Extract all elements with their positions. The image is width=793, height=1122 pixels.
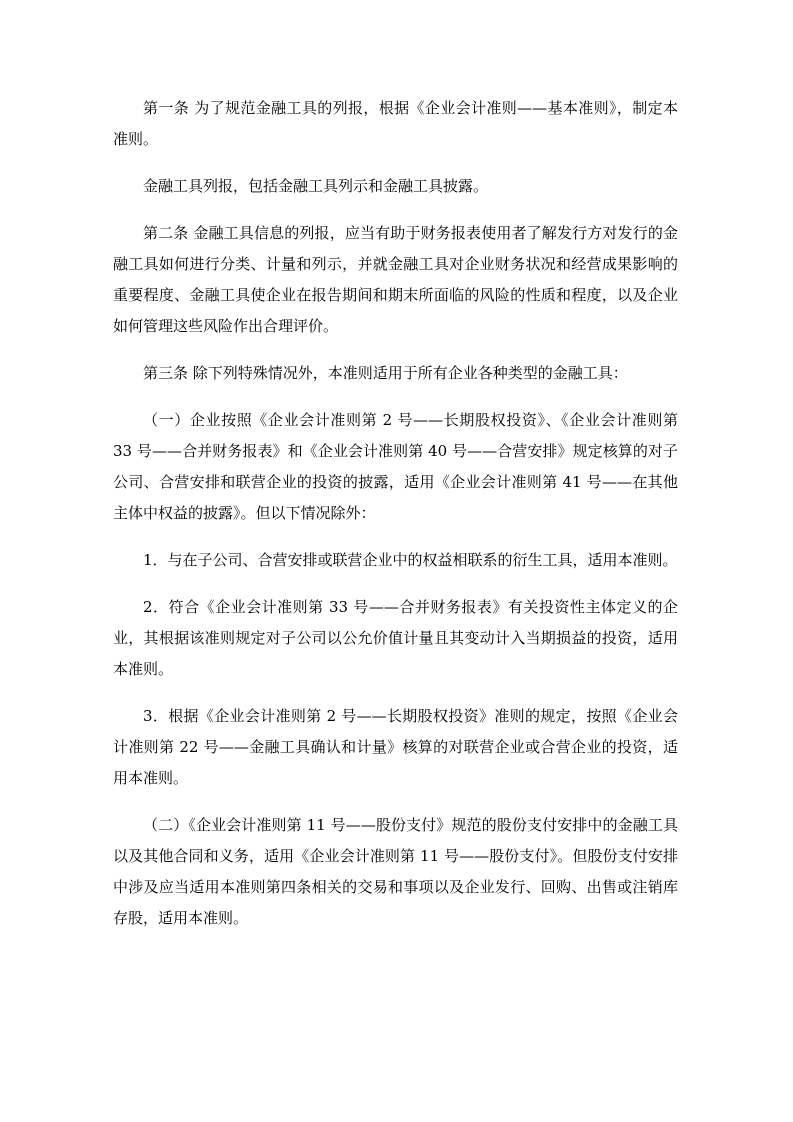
paragraph-subitem-1: 1．与在子公司、合营安排或联营企业中的权益相联系的衍生工具，适用本准则。 bbox=[143, 551, 678, 569]
paragraph-item-2: （二）《企业会计准则第 11 号——股份支付》规范的股份支付安排中的金融工具以及其他合同和义务，适用《企业会计准则第 11 号——股份支付》。但股份支付安排中涉及应当适用本准则第四条相关的交易和事项以及企业发行、回购、出售或注销库存股，适用本准则。 bbox=[113, 816, 678, 927]
paragraph-item-1: （一）企业按照《企业会计准则第 2 号——长期股权投资》、《企业会计准则第 33 号——合并财务报表》和《企业会计准则第 40 号——合营安排》规定核算的对子公司、合营安排和联营企业的投资的披露，适用《企业会计准则第 41 号——在其他主体中权益的披露》。但以下情况除外： bbox=[113, 411, 678, 522]
paragraph-subitem-2: 2．符合《企业会计准则第 33 号——合并财务报表》有关投资性主体定义的企业，其根据该准则规定对子公司以公允价值计量且其变动计入当期损益的投资，适用本准则。 bbox=[113, 598, 678, 678]
paragraph-article-3: 第三条 除下列特殊情况外，本准则适用于所有企业各种类型的金融工具： bbox=[143, 364, 628, 382]
paragraph-article-1: 第一条 为了规范金融工具的列报，根据《企业会计准则——基本准则》，制定本准则。 bbox=[113, 99, 678, 148]
document-page bbox=[113, 93, 678, 950]
paragraph-subitem-3: 3．根据《企业会计准则第 2 号——长期股权投资》准则的规定，按照《企业会计准则第 22 号——金融工具确认和计量》核算的对联营企业或合营企业的投资，适用本准则。 bbox=[113, 707, 678, 787]
paragraph-article-1-definition: 金融工具列报，包括金融工具列示和金融工具披露。 bbox=[143, 177, 489, 195]
paragraph-article-2: 第二条 金融工具信息的列报，应当有助于财务报表使用者了解发行方对发行的金融工具如何进行分类、计量和列示，并就金融工具对企业财务状况和经营成果影响的重要程度、金融工具使企业在报告期间和期末所面临的风险的性质和程度，以及企业如何管理这些风险作出合理评价。 bbox=[113, 224, 678, 335]
